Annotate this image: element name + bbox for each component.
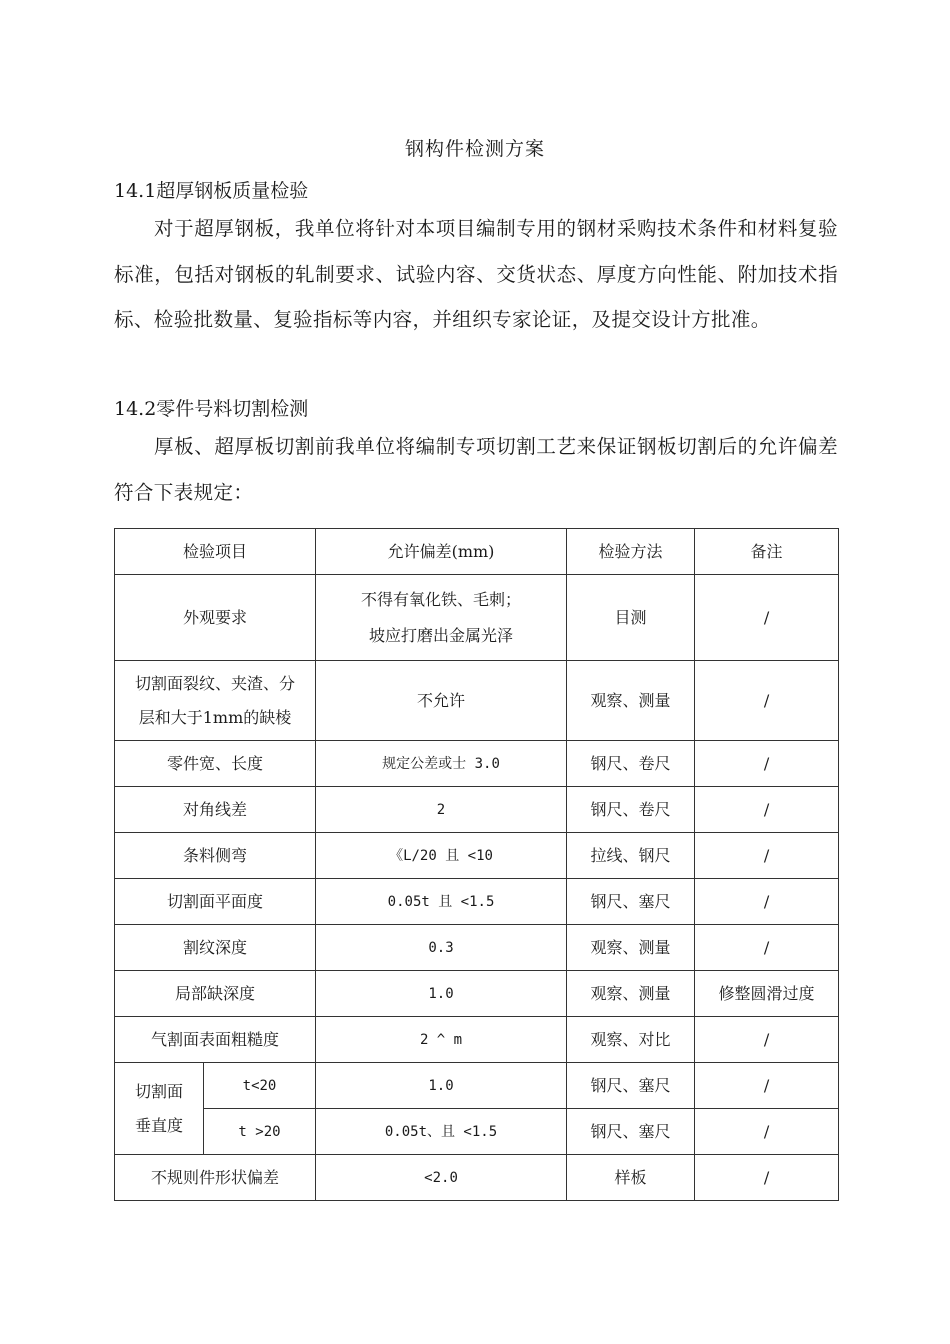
table-row xyxy=(115,971,839,1017)
method-cell: 钢尺、塞尺 xyxy=(567,1109,695,1155)
header-cell: 允许偏差(mm) xyxy=(316,529,567,575)
document-title: 钢构件检测方案 xyxy=(404,138,545,160)
table-header-row xyxy=(115,529,839,575)
tolerance-cell: 1.0 xyxy=(316,1063,567,1109)
table-row xyxy=(115,1063,839,1109)
item-line: 层和大于1mm的缺棱 xyxy=(138,707,292,727)
note-cell: / xyxy=(695,1063,839,1109)
table-row xyxy=(115,741,839,787)
item-cell: 气割面表面粗糙度 xyxy=(115,1017,316,1063)
table-row xyxy=(115,787,839,833)
section-heading-14-1: 14.1超厚钢板质量检验 xyxy=(114,180,309,202)
method-cell: 观察、测量 xyxy=(567,925,695,971)
table-row xyxy=(115,1109,839,1155)
note-cell: / xyxy=(695,1109,839,1155)
item-cell: 零件宽、长度 xyxy=(115,741,316,787)
table-row xyxy=(115,1017,839,1063)
item-cell: 条料侧弯 xyxy=(115,833,316,879)
item-cell: 切割面平面度 xyxy=(115,879,316,925)
method-cell: 钢尺、塞尺 xyxy=(567,1063,695,1109)
table-row xyxy=(115,833,839,879)
method-cell: 观察、测量 xyxy=(567,971,695,1017)
tolerance-line: 坡应打磨出金属光泽 xyxy=(369,625,514,645)
item-cell: 不规则件形状偏差 xyxy=(115,1155,316,1201)
tolerance-cell: 2 xyxy=(316,787,567,833)
tolerance-cell: 1.0 xyxy=(316,971,567,1017)
group-line: 垂直度 xyxy=(134,1115,183,1135)
note-cell: 修整圆滑过度 xyxy=(695,971,839,1017)
method-cell: 钢尺、卷尺 xyxy=(567,787,695,833)
note-cell: / xyxy=(695,879,839,925)
sub-item-cell: t >20 xyxy=(204,1109,316,1155)
group-cell xyxy=(115,1063,204,1155)
note-cell: / xyxy=(695,741,839,787)
note-cell: / xyxy=(695,787,839,833)
note-cell: / xyxy=(695,925,839,971)
tolerance-cell: 不允许 xyxy=(316,661,567,741)
method-cell: 观察、对比 xyxy=(567,1017,695,1063)
method-cell: 钢尺、卷尺 xyxy=(567,741,695,787)
table-row xyxy=(115,1155,839,1201)
section-paragraph-14-2: 厚板、超厚板切割前我单位将编制专项切割工艺来保证钢板切割后的允许偏差符合下表规定： xyxy=(114,435,838,504)
method-cell: 拉线、钢尺 xyxy=(567,833,695,879)
table-row xyxy=(115,925,839,971)
method-cell: 目测 xyxy=(567,575,695,661)
section-paragraph-14-1: 对于超厚钢板，我单位将针对本项目编制专用的钢材采购技术条件和材料复验标准，包括对钢板的轧制要求、试验内容、交货状态、厚度方向性能、附加技术指标、检验批数量、复验指标等内容，并组织专家论证，及提交设计方批准。 xyxy=(114,217,838,331)
header-cell: 检验项目 xyxy=(115,529,316,575)
method-cell: 观察、测量 xyxy=(567,661,695,741)
note-cell: / xyxy=(695,661,839,741)
table-row xyxy=(115,575,839,661)
section-heading-14-2: 14.2零件号料切割检测 xyxy=(114,398,309,420)
group-line: 切割面 xyxy=(134,1081,183,1101)
tolerance-cell: <2.0 xyxy=(316,1155,567,1201)
note-cell: / xyxy=(695,833,839,879)
tolerance-cell: 0.3 xyxy=(316,925,567,971)
tolerance-cell: 0.05t、且 <1.5 xyxy=(316,1109,567,1155)
item-cell: 对角线差 xyxy=(115,787,316,833)
item-cell: 外观要求 xyxy=(115,575,316,661)
method-cell: 样板 xyxy=(567,1155,695,1201)
tolerance-cell xyxy=(316,575,567,661)
tolerance-cell: 0.05t 且 <1.5 xyxy=(316,879,567,925)
note-cell: / xyxy=(695,575,839,661)
table-row xyxy=(115,879,839,925)
header-cell: 检验方法 xyxy=(567,529,695,575)
method-cell: 钢尺、塞尺 xyxy=(567,879,695,925)
item-line: 切割面裂纹、夹渣、分 xyxy=(135,673,296,693)
item-cell xyxy=(115,661,316,741)
tolerance-cell: 2 ^ m xyxy=(316,1017,567,1063)
item-cell: 割纹深度 xyxy=(115,925,316,971)
note-cell: / xyxy=(695,1155,839,1201)
sub-item-cell: t<20 xyxy=(204,1063,316,1109)
note-cell: / xyxy=(695,1017,839,1063)
header-cell: 备注 xyxy=(695,529,839,575)
cutting-tolerance-table xyxy=(114,528,839,1201)
tolerance-line: 不得有氧化铁、毛刺； xyxy=(361,589,522,609)
tolerance-cell: 规定公差或士 3.0 xyxy=(316,741,567,787)
table-row xyxy=(115,661,839,741)
item-cell: 局部缺深度 xyxy=(115,971,316,1017)
tolerance-cell: 《L/20 且 <10 xyxy=(316,833,567,879)
